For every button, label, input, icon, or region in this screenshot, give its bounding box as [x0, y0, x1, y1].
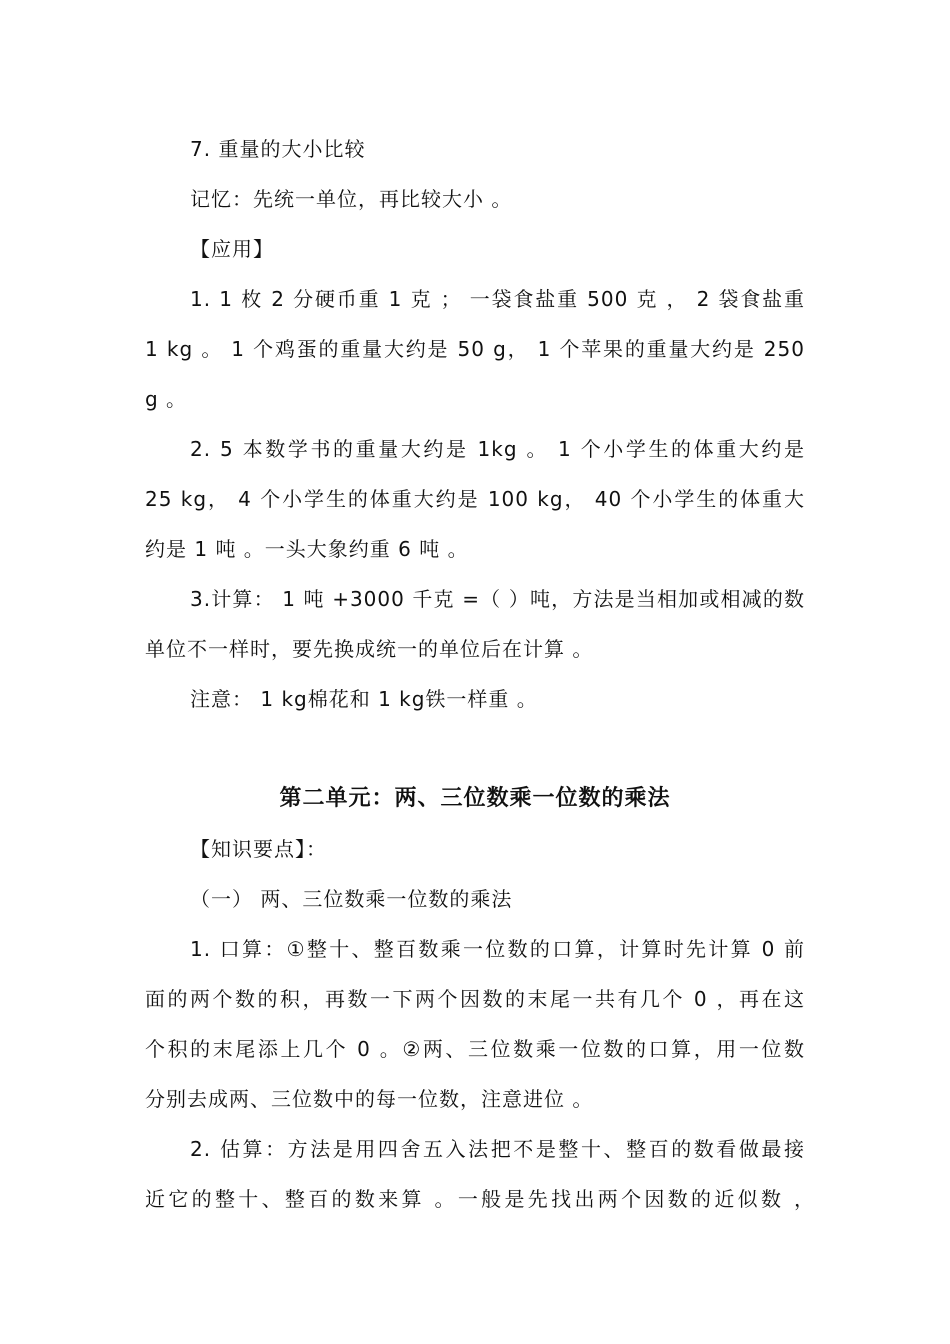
paragraph-line: 单位不一样时，要先换成统一的单位后在计算 。	[145, 637, 594, 661]
application-label: 【应用】	[190, 237, 274, 261]
paragraph-line: 3.计算： 1 吨 +3000 千克 =（ ）吨，方法是当相加或相减的数	[190, 587, 805, 611]
paragraph-line: 25 kg， 4 个小学生的体重大约是 100 kg， 40 个小学生的体重大	[145, 487, 805, 511]
paragraph-line: 面的两个数的积，再数一下两个因数的末尾一共有几个 0 ，再在这	[145, 987, 805, 1011]
paragraph-line: 2. 估算：方法是用四舍五入法把不是整十、整百的数看做最接	[190, 1137, 805, 1161]
knowledge-points-label: 【知识要点】：	[190, 837, 327, 861]
paragraph-line: 1. 1 枚 2 分硬币重 1 克 ； 一袋食盐重 500 克 ， 2 袋食盐重	[190, 287, 805, 311]
paragraph-line: 个积的末尾添上几个 0 。②两、三位数乘一位数的口算，用一位数	[145, 1037, 805, 1061]
memory-line: 记忆：先统一单位，再比较大小 。	[190, 187, 513, 211]
paragraph-line: 约是 1 吨 。一头大象约重 6 吨 。	[145, 537, 469, 561]
subsection-title: （一） 两、三位数乘一位数的乘法	[190, 887, 513, 911]
section-title-weight-compare: 7. 重量的大小比较	[190, 137, 366, 161]
paragraph-line: g 。	[145, 387, 188, 411]
paragraph-line: 近它的整十、整百的数来算 。一般是先找出两个因数的近似数 ，	[145, 1187, 815, 1211]
note-line: 注意： 1 kg棉花和 1 kg铁一样重 。	[190, 687, 538, 711]
paragraph-line: 2. 5 本数学书的重量大约是 1kg 。 1 个小学生的体重大约是	[190, 437, 805, 461]
paragraph-line: 分别去成两、三位数中的每一位数，注意进位 。	[145, 1087, 594, 1111]
paragraph-line: 1. 口算：①整十、整百数乘一位数的口算，计算时先计算 0 前	[190, 937, 805, 961]
paragraph-line: 1 kg 。 1 个鸡蛋的重量大约是 50 g， 1 个苹果的重量大约是 250	[145, 337, 805, 361]
unit-heading: 第二单元：两、三位数乘一位数的乘法	[279, 786, 671, 811]
